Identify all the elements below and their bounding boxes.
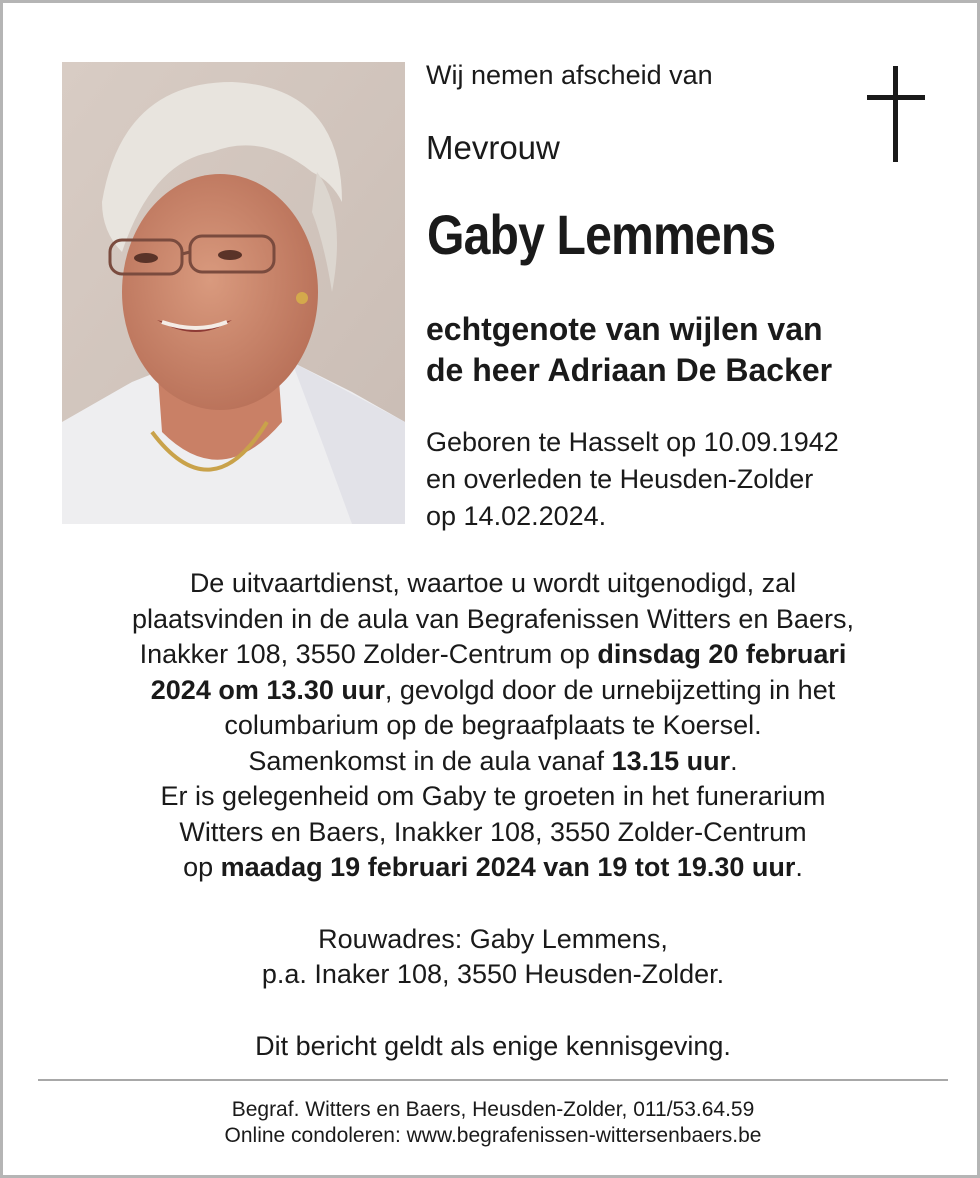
birth-line: Geboren te Hasselt op 10.09.1942 bbox=[426, 427, 839, 457]
death-date-line: op 14.02.2024. bbox=[426, 501, 607, 531]
service-text: Inakker 108, 3550 Zolder-Centrum op bbox=[139, 639, 598, 669]
spouse-line: de heer Adriaan De Backer bbox=[426, 352, 833, 388]
death-line: en overleden te Heusden-Zolder bbox=[426, 464, 814, 494]
spouse-line: echtgenote van wijlen van bbox=[426, 311, 823, 347]
viewing-text: op bbox=[183, 852, 221, 882]
service-line: De uitvaartdienst, waartoe u wordt uitgenodigd, zal bbox=[189, 568, 797, 598]
mourning-address: Rouwadres: Gaby Lemmens, bbox=[318, 923, 668, 954]
service-date: dinsdag 20 februari bbox=[597, 639, 847, 669]
gathering-time: 13.15 uur bbox=[611, 745, 731, 776]
viewing-line bbox=[43, 850, 943, 886]
notice-text: Dit bericht geldt als enige kennisgeving. bbox=[255, 1030, 731, 1061]
service-line: columbarium op de begraafplaats te Koersel. bbox=[224, 710, 762, 740]
punctuation: . bbox=[795, 852, 803, 882]
viewing-line: Witters en Baers, Inakker 108, 3550 Zolder-Centrum bbox=[179, 816, 807, 847]
service-details bbox=[43, 566, 943, 1064]
latin-cross-icon bbox=[867, 66, 925, 162]
online-condolence-link[interactable]: Online condoleren: www.begrafenissen-wittersenbaers.be bbox=[224, 1124, 762, 1147]
funeral-home-contact: Begraf. Witters en Baers, Heusden-Zolder, 011/53.64.59 bbox=[231, 1098, 755, 1121]
spouse-info bbox=[426, 309, 832, 391]
gathering-text: Samenkomst in de aula vanaf bbox=[248, 745, 612, 776]
service-time: 2024 om 13.30 uur bbox=[150, 674, 385, 705]
intro-text: Wij nemen afscheid van bbox=[426, 60, 713, 90]
viewing-line: Er is gelegenheid om Gaby te groeten in het funerarium bbox=[160, 781, 826, 811]
punctuation: . bbox=[730, 745, 738, 776]
service-line bbox=[43, 673, 943, 709]
honorific: Mevrouw bbox=[426, 129, 560, 166]
footer bbox=[43, 1097, 943, 1149]
service-line bbox=[43, 637, 943, 673]
life-dates bbox=[426, 424, 839, 535]
deceased-name: Gaby Lemmens bbox=[427, 203, 776, 266]
divider bbox=[38, 1079, 948, 1081]
gathering-line bbox=[43, 744, 943, 780]
service-text: , gevolgd door de urnebijzetting in het bbox=[384, 674, 836, 705]
mourning-address: p.a. Inaker 108, 3550 Heusden-Zolder. bbox=[261, 959, 725, 989]
viewing-time: maadag 19 februari 2024 van 19 tot 19.30 uur bbox=[220, 852, 796, 882]
portrait-photo bbox=[62, 62, 405, 524]
service-line: plaatsvinden in de aula van Begrafenissen Witters en Baers, bbox=[132, 603, 854, 634]
